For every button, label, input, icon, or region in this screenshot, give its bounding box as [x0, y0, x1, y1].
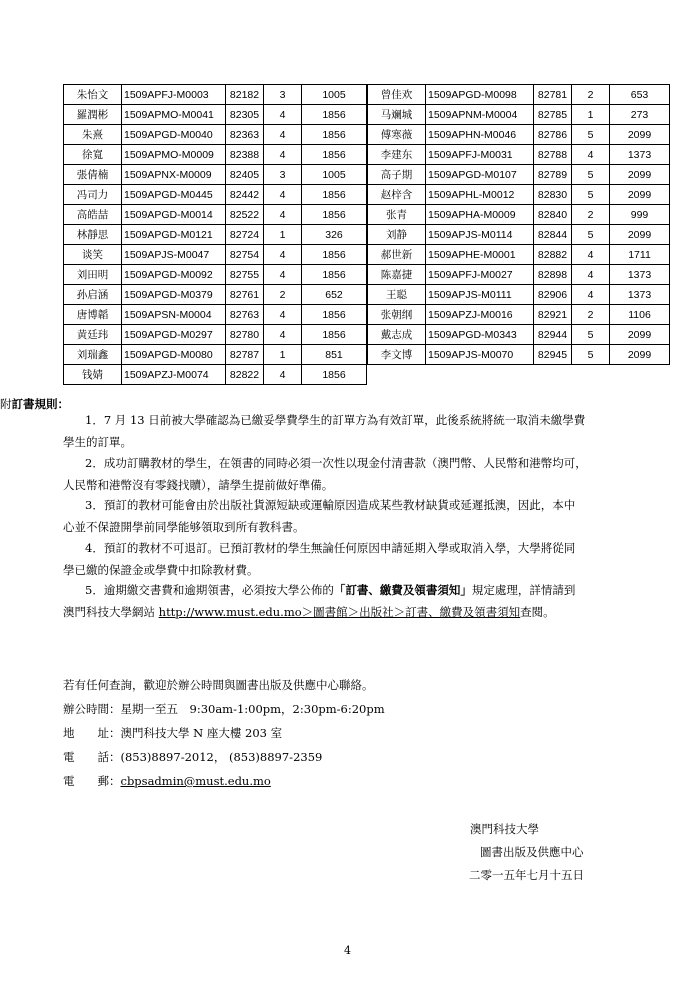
- student-code: 1509APJS-M0114: [426, 225, 534, 245]
- order-number: 82780: [226, 325, 264, 345]
- table-row: [368, 105, 670, 125]
- student-code: 1509APGD-M0445: [122, 185, 226, 205]
- student-name: 戴志成: [368, 325, 426, 345]
- book-count: 2: [572, 85, 610, 105]
- student-name: 林靜思: [64, 225, 122, 245]
- amount: 1373: [610, 265, 670, 285]
- signature-org: 澳門科技大學: [470, 822, 539, 836]
- table-row: [368, 345, 670, 365]
- rule-5: 5．逾期繳交書費和逾期領書，必須按大學公佈的「訂書、繳費及領書須知」規定處理，詳情請到 澳門科技大學網站 http://www.must.edu.mo＞圖書館＞出版社＞訂書、繳費及領書須知查閱。: [63, 583, 576, 619]
- amount: 1856: [302, 145, 367, 165]
- contact-intro: 若有任何查詢，歡迎於辦公時間與圖書出版及供應中心聯絡。: [63, 678, 374, 692]
- table-row: [64, 345, 367, 365]
- student-code: 1509APSN-M0004: [122, 305, 226, 325]
- student-name: 冯司力: [64, 185, 122, 205]
- student-code: 1509APGD-M0080: [122, 345, 226, 365]
- student-name: 郝世新: [368, 245, 426, 265]
- book-count: 4: [572, 285, 610, 305]
- table-row: [368, 265, 670, 285]
- student-code: 1509APGD-M0092: [122, 265, 226, 285]
- student-code: 1509APFJ-M0003: [122, 85, 226, 105]
- student-name: 李文博: [368, 345, 426, 365]
- email-link[interactable]: cbpsadmin@must.edu.mo: [120, 774, 271, 788]
- student-code: 1509APGD-M0098: [426, 85, 534, 105]
- student-code: 1509APGD-M0343: [426, 325, 534, 345]
- notice-title: 「訂書、繳費及領書須知」: [333, 583, 472, 597]
- order-number: 82787: [226, 345, 264, 365]
- student-code: 1509APZJ-M0074: [122, 365, 226, 385]
- amount: 653: [610, 85, 670, 105]
- order-number: 82363: [226, 125, 264, 145]
- student-name: 朱怡文: [64, 85, 122, 105]
- order-number: 82305: [226, 105, 264, 125]
- student-name: 黄廷玮: [64, 325, 122, 345]
- book-count: 4: [572, 265, 610, 285]
- student-name: 高皓喆: [64, 205, 122, 225]
- right-roster-table: [367, 84, 670, 365]
- table-row: [64, 185, 367, 205]
- student-name: 刘瑞鑫: [64, 345, 122, 365]
- rule-2: 2．成功訂購教材的學生，在領書的同時必須一次性以現金付清書款（澳門幣、人民幣和港幣均可， 人民幣和港幣沒有零錢找贖），請學生提前做好準備。: [63, 456, 587, 492]
- student-code: 1509APHL-M0012: [426, 185, 534, 205]
- email-line: 電 郵：cbpsadmin@must.edu.mo: [63, 774, 271, 788]
- table-row: [64, 165, 367, 185]
- table-row: [368, 165, 670, 185]
- amount: 1856: [302, 365, 367, 385]
- signature-dept: 圖書出版及供應中心: [480, 845, 584, 859]
- amount: 326: [302, 225, 367, 245]
- book-count: 4: [264, 125, 302, 145]
- student-name: 高子期: [368, 165, 426, 185]
- student-code: 1509APGD-M0297: [122, 325, 226, 345]
- order-number: 82761: [226, 285, 264, 305]
- book-count: 5: [572, 225, 610, 245]
- amount: 999: [610, 205, 670, 225]
- amount: 1373: [610, 145, 670, 165]
- amount: 273: [610, 105, 670, 125]
- student-code: 1509APHN-M0046: [426, 125, 534, 145]
- order-number: 82781: [534, 85, 572, 105]
- order-number: 82522: [226, 205, 264, 225]
- student-name: 钱婧: [64, 365, 122, 385]
- table-row: [64, 85, 367, 105]
- book-count: 3: [264, 85, 302, 105]
- amount: 1856: [302, 125, 367, 145]
- table-row: [368, 285, 670, 305]
- rules-heading: 訂書規則: [11, 397, 58, 411]
- student-name: 羅潤彬: [64, 105, 122, 125]
- student-code: 1509APNX-M0009: [122, 165, 226, 185]
- student-code: 1509APJS-M0047: [122, 245, 226, 265]
- table-row: [64, 265, 367, 285]
- book-count: 1: [264, 225, 302, 245]
- amount: 1856: [302, 205, 367, 225]
- amount: 2099: [610, 325, 670, 345]
- table-row: [64, 225, 367, 245]
- book-count: 4: [572, 245, 610, 265]
- order-number: 82945: [534, 345, 572, 365]
- amount: 1856: [302, 105, 367, 125]
- book-count: 2: [264, 285, 302, 305]
- book-count: 4: [264, 185, 302, 205]
- book-count: 4: [264, 305, 302, 325]
- table-row: [64, 245, 367, 265]
- student-code: 1509APGD-M0121: [122, 225, 226, 245]
- book-count: 5: [572, 165, 610, 185]
- table-row: [64, 145, 367, 165]
- order-number: 82388: [226, 145, 264, 165]
- order-number: 82442: [226, 185, 264, 205]
- order-number: 82763: [226, 305, 264, 325]
- page-number: 4: [344, 944, 351, 957]
- order-number: 82882: [534, 245, 572, 265]
- order-number: 82724: [226, 225, 264, 245]
- student-name: 徐寬: [64, 145, 122, 165]
- order-number: 82786: [534, 125, 572, 145]
- book-count: 4: [264, 245, 302, 265]
- order-number: 82944: [534, 325, 572, 345]
- student-code: 1509APMO-M0041: [122, 105, 226, 125]
- student-code: 1509APGD-M0379: [122, 285, 226, 305]
- student-code: 1509APFJ-M0031: [426, 145, 534, 165]
- amount: 2099: [610, 345, 670, 365]
- signature-date: 二零一五年七月十五日: [469, 868, 584, 882]
- table-row: [368, 125, 670, 145]
- order-number: 82830: [534, 185, 572, 205]
- table-row: [64, 325, 367, 345]
- book-count: 1: [572, 105, 610, 125]
- table-row: [368, 205, 670, 225]
- book-count: 5: [572, 345, 610, 365]
- table-row: [368, 145, 670, 165]
- order-number: 82785: [534, 105, 572, 125]
- book-count: 1: [264, 345, 302, 365]
- book-count: 5: [572, 325, 610, 345]
- amount: 1856: [302, 185, 367, 205]
- student-name: 孙启涵: [64, 285, 122, 305]
- amount: 1856: [302, 305, 367, 325]
- amount: 2099: [610, 185, 670, 205]
- student-name: 朱熹: [64, 125, 122, 145]
- amount: 1005: [302, 165, 367, 185]
- book-count: 5: [572, 185, 610, 205]
- student-name: 赵梓含: [368, 185, 426, 205]
- rule-4: 4．預訂的教材不可退訂。已預訂教材的學生無論任何原因申請延期入學或取消入學，大學將從同 學已繳的保證金或學費中扣除教材費。: [63, 541, 576, 577]
- student-name: 张青: [368, 205, 426, 225]
- book-count: 4: [264, 365, 302, 385]
- table-row: [64, 285, 367, 305]
- order-number: 82822: [226, 365, 264, 385]
- book-count: 2: [572, 305, 610, 325]
- student-code: 1509APFJ-M0027: [426, 265, 534, 285]
- table-row: [368, 85, 670, 105]
- table-row: [64, 205, 367, 225]
- student-code: 1509APGD-M0040: [122, 125, 226, 145]
- amount: 1373: [610, 285, 670, 305]
- student-name: 唐博韜: [64, 305, 122, 325]
- book-count: 5: [572, 125, 610, 145]
- student-name: 谈笑: [64, 245, 122, 265]
- student-code: 1509APGD-M0107: [426, 165, 534, 185]
- order-number: 82898: [534, 265, 572, 285]
- book-count: 4: [264, 105, 302, 125]
- table-row: [64, 105, 367, 125]
- rule-3: 3．預訂的教材可能會由於出版社貨源短缺或運輸原因造成某些教材缺貨或延遲抵澳，因此，本中 心並不保證開學前同學能够領取到所有教科書。: [63, 498, 576, 534]
- student-name: 刘田明: [64, 265, 122, 285]
- book-count: 4: [264, 145, 302, 165]
- table-row: [368, 325, 670, 345]
- student-name: 张朝纲: [368, 305, 426, 325]
- website-link[interactable]: http://www.must.edu.mo＞圖書館＞出版社＞訂書、繳費及領書須知: [158, 605, 521, 619]
- rules-title: 附訂書規則：: [0, 397, 69, 411]
- table-row: [368, 245, 670, 265]
- student-code: 1509APJS-M0111: [426, 285, 534, 305]
- order-number: 82754: [226, 245, 264, 265]
- table-row: [64, 125, 367, 145]
- order-number: 82844: [534, 225, 572, 245]
- order-number: 82906: [534, 285, 572, 305]
- student-code: 1509APGD-M0014: [122, 205, 226, 225]
- table-row: [368, 185, 670, 205]
- student-code: 1509APJS-M0070: [426, 345, 534, 365]
- amount: 851: [302, 345, 367, 365]
- left-roster-table: [63, 84, 367, 385]
- amount: 1005: [302, 85, 367, 105]
- rule-1: 1．7 月 13 日前被大學確認為已繳妥學費學生的訂單方為有效訂單，此後系統將統一取消未繳學費 學生的訂單。: [63, 413, 586, 449]
- student-name: 马斓城: [368, 105, 426, 125]
- amount: 1106: [610, 305, 670, 325]
- student-code: 1509APZJ-M0016: [426, 305, 534, 325]
- book-count: 4: [572, 145, 610, 165]
- book-count: 4: [264, 205, 302, 225]
- amount: 1711: [610, 245, 670, 265]
- order-number: 82788: [534, 145, 572, 165]
- student-name: 李建东: [368, 145, 426, 165]
- office-hours: 辦公時間：星期一至五 9:30am-1:00pm，2:30pm-6:20pm: [63, 702, 385, 716]
- amount: 652: [302, 285, 367, 305]
- phone-line: 電 話：(853)8897-2012， (853)8897-2359: [63, 750, 323, 764]
- amount: 2099: [610, 225, 670, 245]
- student-name: 曾佳欢: [368, 85, 426, 105]
- table-row: [368, 305, 670, 325]
- amount: 1856: [302, 265, 367, 285]
- order-number: 82840: [534, 205, 572, 225]
- address-line: 地 址：澳門科技大學 N 座大樓 203 室: [63, 726, 283, 740]
- order-number: 82755: [226, 265, 264, 285]
- book-count: 4: [264, 265, 302, 285]
- book-count: 2: [572, 205, 610, 225]
- table-row: [64, 305, 367, 325]
- amount: 2099: [610, 125, 670, 145]
- student-code: 1509APHA-M0009: [426, 205, 534, 225]
- book-count: 3: [264, 165, 302, 185]
- student-name: 陈嘉捷: [368, 265, 426, 285]
- book-count: 4: [264, 325, 302, 345]
- table-row: [368, 225, 670, 245]
- student-code: 1509APHE-M0001: [426, 245, 534, 265]
- order-number: 82789: [534, 165, 572, 185]
- amount: 1856: [302, 245, 367, 265]
- order-number: 82921: [534, 305, 572, 325]
- student-name: 王聪: [368, 285, 426, 305]
- student-code: 1509APMO-M0009: [122, 145, 226, 165]
- student-name: 張倩楠: [64, 165, 122, 185]
- amount: 2099: [610, 165, 670, 185]
- student-name: 傅寒薇: [368, 125, 426, 145]
- table-row: [64, 365, 367, 385]
- amount: 1856: [302, 325, 367, 345]
- student-code: 1509APNM-M0004: [426, 105, 534, 125]
- order-number: 82405: [226, 165, 264, 185]
- student-name: 刘静: [368, 225, 426, 245]
- order-number: 82182: [226, 85, 264, 105]
